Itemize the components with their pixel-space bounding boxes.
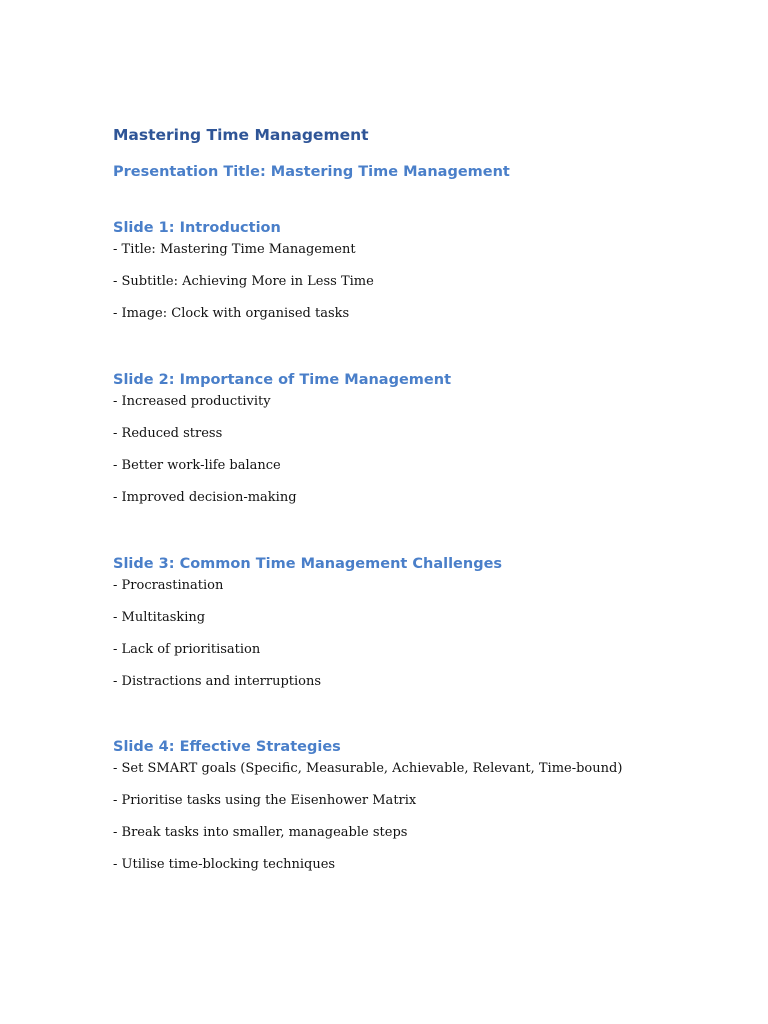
- list-item: - Reduced stress: [113, 426, 223, 441]
- list-item: - Multitasking: [113, 610, 206, 625]
- list-item: - Title: Mastering Time Management: [113, 242, 356, 257]
- bullet-list: [113, 392, 713, 508]
- section-slide-1: [113, 218, 713, 336]
- bullet-list: [113, 576, 713, 692]
- presentation-title: Presentation Title: Mastering Time Management: [113, 164, 510, 180]
- document-title: Mastering Time Management: [113, 126, 369, 144]
- list-item: - Procrastination: [113, 578, 224, 593]
- section-heading: Slide 1: Introduction: [113, 220, 281, 236]
- list-item: - Improved decision-making: [113, 490, 297, 505]
- section-heading: Slide 4: Effective Strategies: [113, 739, 341, 755]
- section-slide-4: [113, 737, 713, 887]
- list-item: - Better work-life balance: [113, 458, 281, 473]
- list-item: - Lack of prioritisation: [113, 642, 261, 657]
- list-item: - Distractions and interruptions: [113, 674, 322, 689]
- list-item: - Image: Clock with organised tasks: [113, 306, 350, 321]
- section-heading: Slide 3: Common Time Management Challenges: [113, 556, 503, 572]
- list-item: - Break tasks into smaller, manageable steps: [113, 825, 408, 840]
- section-slide-2: [113, 370, 713, 520]
- list-item: - Subtitle: Achieving More in Less Time: [113, 274, 374, 289]
- bullet-list: [113, 759, 713, 875]
- section-heading: Slide 2: Importance of Time Management: [113, 372, 451, 388]
- list-item: - Utilise time-blocking techniques: [113, 857, 336, 872]
- bullet-list: [113, 240, 713, 324]
- list-item: - Set SMART goals (Specific, Measurable, Achievable, Relevant, Time-bound): [113, 761, 623, 776]
- list-item: - Increased productivity: [113, 394, 271, 409]
- list-item: - Prioritise tasks using the Eisenhower Matrix: [113, 793, 417, 808]
- section-slide-3: [113, 554, 713, 704]
